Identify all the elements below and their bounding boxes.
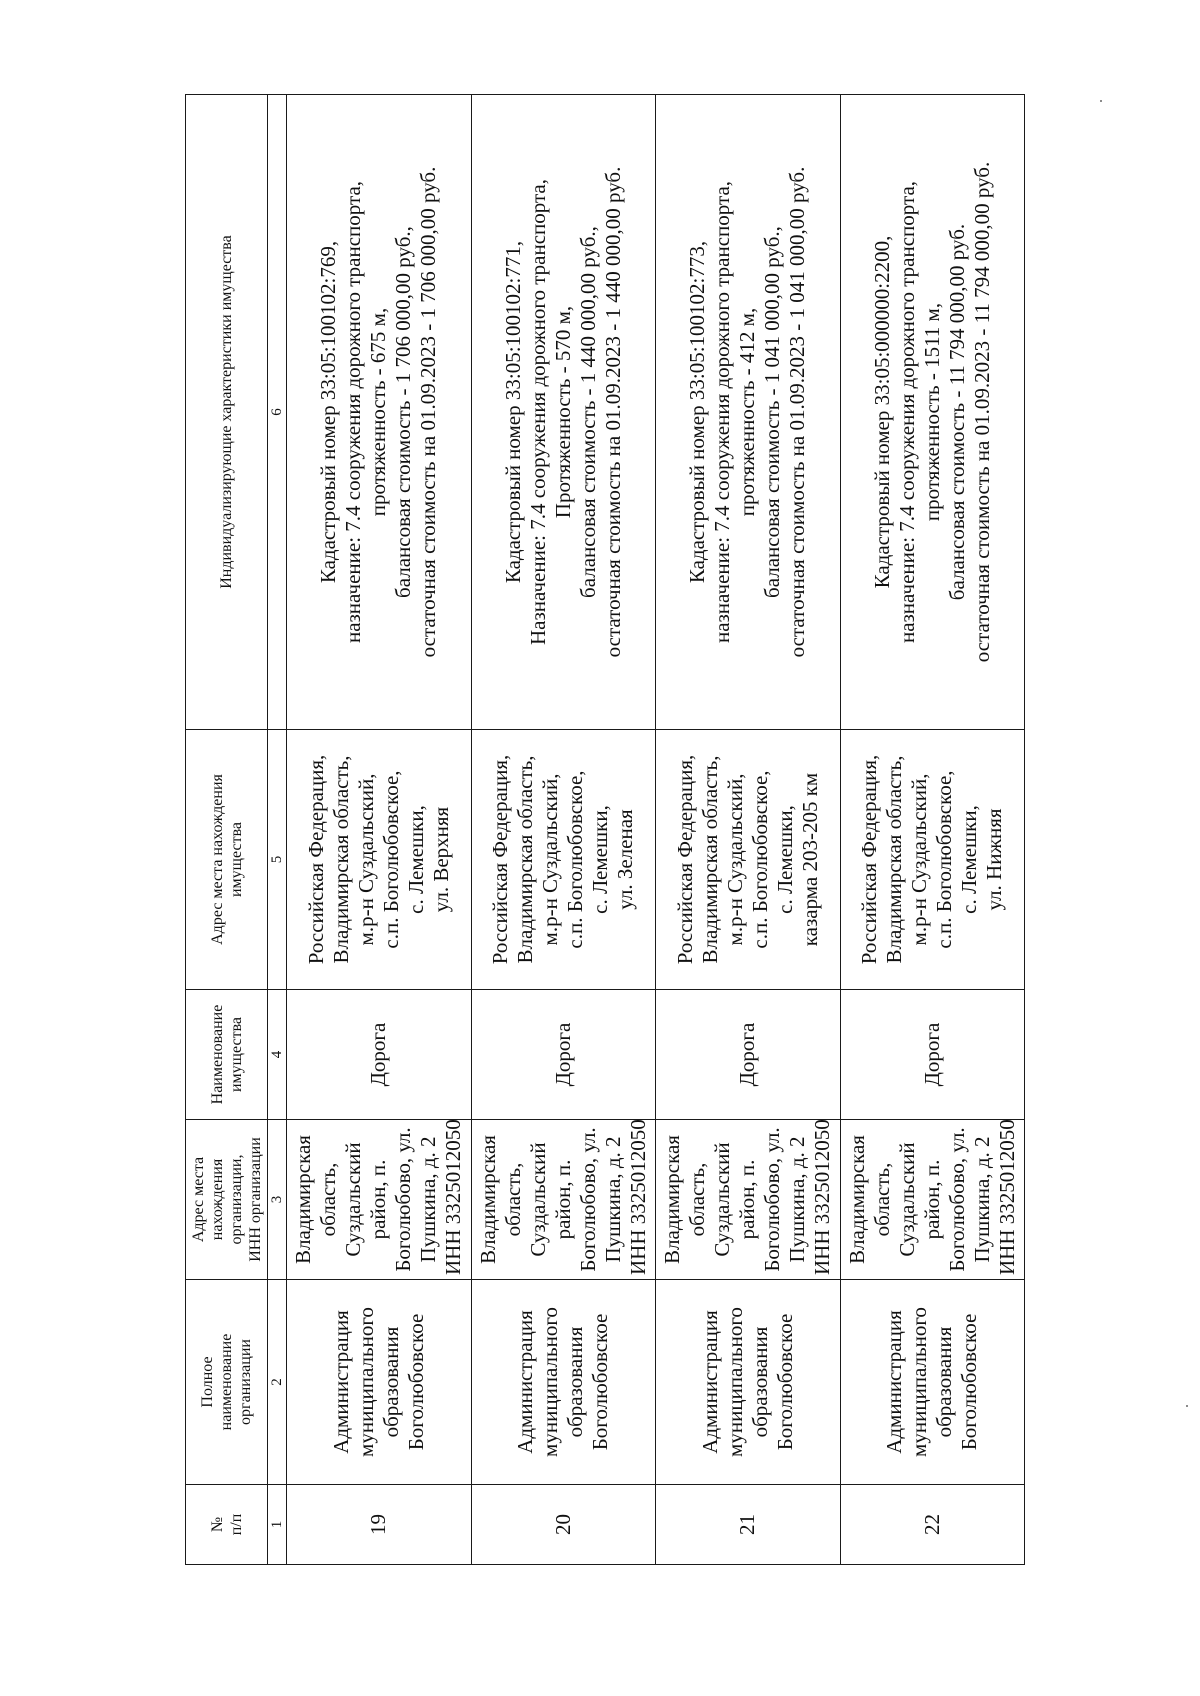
property-address-cell: Российская Федерация, Владимирская область, м.р-н Суздальский, с.п. Боголюбовское, с. Лемешки, ул. Нижняя (840, 730, 1025, 990)
header-cell-characteristics: Индивидуализирующие характеристики имущества (186, 95, 268, 730)
property-name-cell: Дорога (287, 990, 472, 1120)
rotated-table-wrapper (185, 95, 1025, 1565)
org-address-cell: Владимирская область, Суздальский район, п. Боголюбово, ул. Пушкина, д. 2 ИНН 3325012050 (471, 1120, 656, 1280)
property-table (185, 94, 1025, 1565)
property-address-cell: Российская Федерация, Владимирская область, м.р-н Суздальский, с.п. Боголюбовское, с. Лемешки, ул. Верхняя (287, 730, 472, 990)
org-address-cell: Владимирская область, Суздальский район, п. Боголюбово, ул. Пушкина, д. 2 ИНН 3325012050 (840, 1120, 1025, 1280)
characteristics-cell: Кадастровый номер 33:05:100102:769, назначение: 7.4 сооружения дорожного транспорта, протяженность - 675 м, балансовая стоимость - 1 706 000,00 руб., остаточная стоимость на 01.09.2023 - 1 706 000,00 руб. (287, 95, 472, 730)
scan-speck (1100, 100, 1102, 102)
table-row (287, 95, 472, 1565)
header-cell-org-name: Полное наименование организации (186, 1280, 268, 1485)
column-number-row (268, 95, 287, 1565)
characteristics-cell: Кадастровый номер 33:05:100102:771, Назначение: 7.4 сооружения дорожного транспорта, Протяженность - 570 м, балансовая стоимость - 1 440 000,00 руб., остаточная стоимость на 01.09.2023 - 1 440 000,00 руб. (471, 95, 656, 730)
column-number: 1 (268, 1485, 287, 1565)
row-number: 20 (471, 1485, 656, 1565)
header-row (186, 95, 268, 1565)
org-address-cell: Владимирская область, Суздальский район, п. Боголюбово, ул. Пушкина, д. 2 ИНН 3325012050 (656, 1120, 841, 1280)
property-name-cell: Дорога (656, 990, 841, 1120)
scan-speck (1186, 1405, 1188, 1407)
table-row (471, 95, 656, 1565)
row-number: 21 (656, 1485, 841, 1565)
org-address-cell: Владимирская область, Суздальский район, п. Боголюбово, ул. Пушкина, д. 2 ИНН 3325012050 (287, 1120, 472, 1280)
table-row (656, 95, 841, 1565)
org-name-cell: Администрация муниципального образования Боголюбовское (471, 1280, 656, 1485)
org-name-cell: Администрация муниципального образования Боголюбовское (656, 1280, 841, 1485)
property-name-cell: Дорога (840, 990, 1025, 1120)
column-number: 4 (268, 990, 287, 1120)
header-cell-property-address: Адрес места нахождения имущества (186, 730, 268, 990)
property-address-cell: Российская Федерация, Владимирская область, м.р-н Суздальский, с.п. Боголюбовское, с. Лемешки, казарма 203-205 км (656, 730, 841, 990)
property-address-cell: Российская Федерация, Владимирская область, м.р-н Суздальский, с.п. Боголюбовское, с. Лемешки, ул. Зеленая (471, 730, 656, 990)
property-name-cell: Дорога (471, 990, 656, 1120)
characteristics-cell: Кадастровый номер 33:05:000000:2200, назначение: 7.4 сооружения дорожного транспорта, протяженность - 1511 м, балансовая стоимость - 11 794 000,00 руб. остаточная стоимость на 01.09.2023 - 11 794 000,00 руб. (840, 95, 1025, 730)
column-number: 6 (268, 95, 287, 730)
org-name-cell: Администрация муниципального образования Боголюбовское (840, 1280, 1025, 1485)
row-number: 22 (840, 1485, 1025, 1565)
column-number: 3 (268, 1120, 287, 1280)
column-number: 5 (268, 730, 287, 990)
row-number: 19 (287, 1485, 472, 1565)
table-row (840, 95, 1025, 1565)
characteristics-cell: Кадастровый номер 33:05:100102:773, назначение: 7.4 сооружения дорожного транспорта, протяженность - 412 м, балансовая стоимость - 1 041 000,00 руб., остаточная стоимость на 01.09.2023 - 1 041 000,00 руб. (656, 95, 841, 730)
header-cell-property-name: Наименование имущества (186, 990, 268, 1120)
org-name-cell: Администрация муниципального образования Боголюбовское (287, 1280, 472, 1485)
column-number: 2 (268, 1280, 287, 1485)
header-cell-number: № п/п (186, 1485, 268, 1565)
header-cell-org-address: Адрес места нахождения организации, ИНН организации (186, 1120, 268, 1280)
